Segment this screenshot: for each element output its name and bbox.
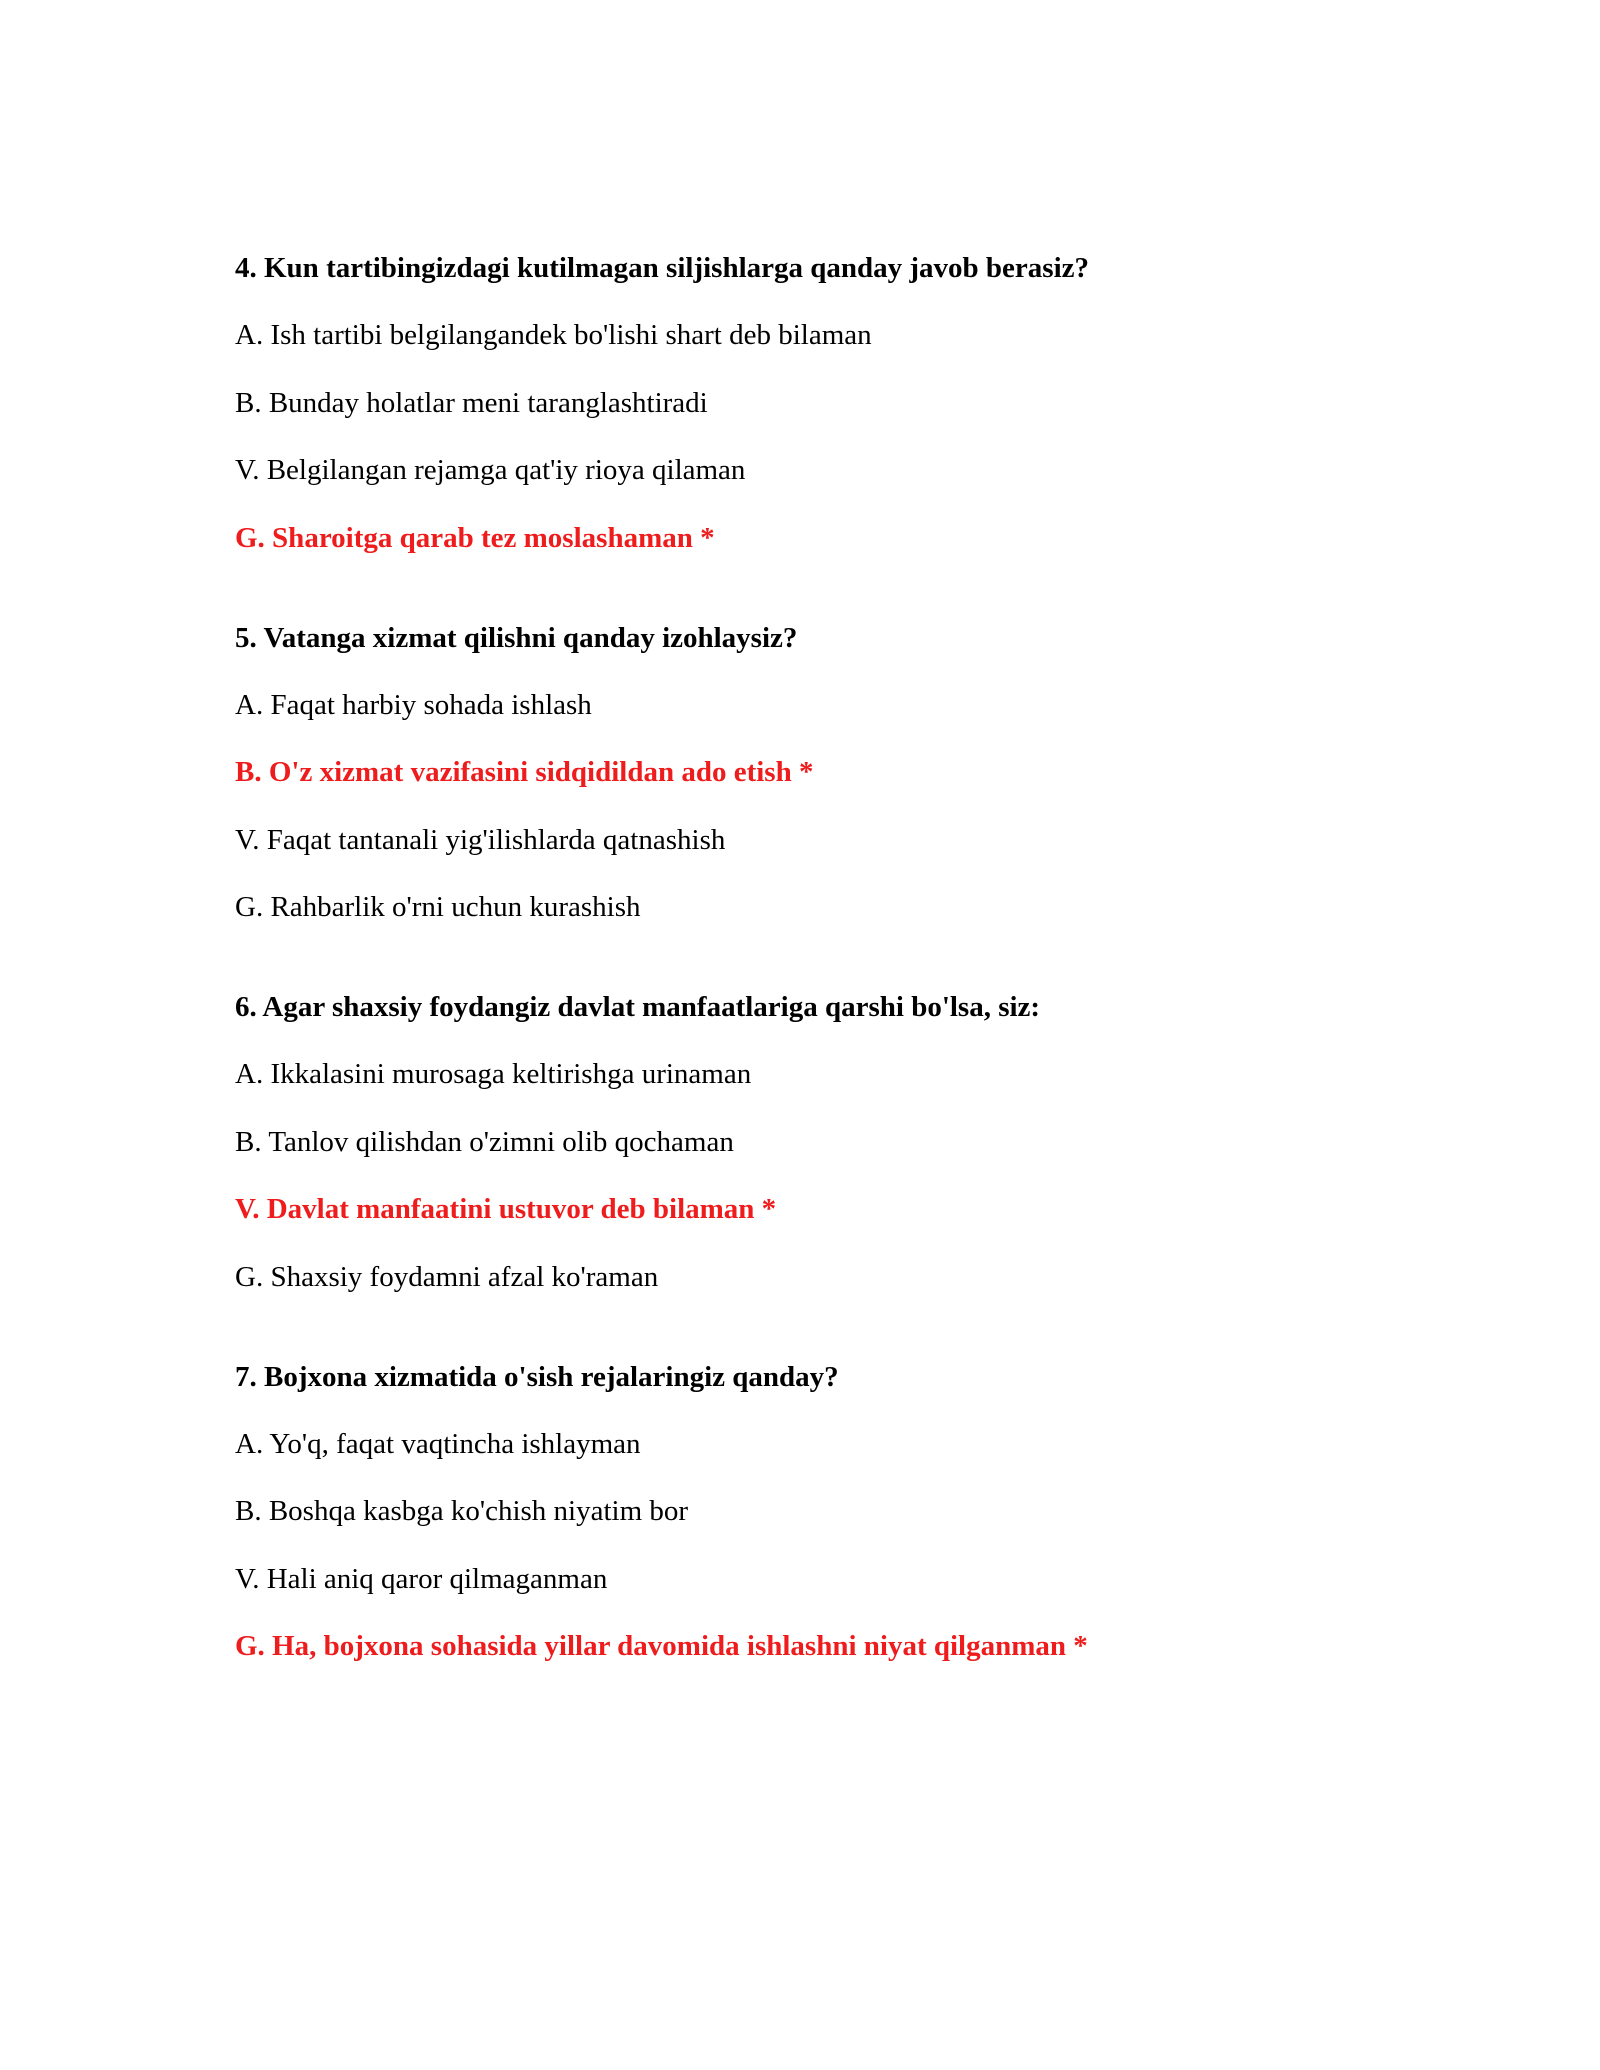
question-title: 5. Vatanga xizmat qilishni qanday izohlaysiz? <box>235 621 798 654</box>
answer-option: G. Rahbarlik o'rni uchun kurashish <box>235 891 641 923</box>
answer-option: G. Shaxsiy foydamni afzal ko'raman <box>235 1260 659 1293</box>
correct-answer-option: G. Sharoitga qarab tez moslashaman * <box>235 521 715 554</box>
question-block-5 <box>235 622 1435 925</box>
answer-option: A. Ish tartibi belgilangandek bo'lishi shart deb bilaman <box>235 319 872 351</box>
answer-option: B. Boshqa kasbga ko'chish niyatim bor <box>235 1495 689 1527</box>
question-block-4 <box>235 252 1435 555</box>
answer-option: A. Ikkalasini murosaga keltirishga urinaman <box>235 1058 752 1090</box>
answer-option: V. Hali aniq qaror qilmaganman <box>235 1562 608 1595</box>
question-title: 4. Kun tartibingizdagi kutilmagan siljishlarga qanday javob berasiz? <box>235 252 1090 284</box>
answer-option: B. Tanlov qilishdan o'zimni olib qochaman <box>235 1125 734 1158</box>
correct-answer-option: V. Davlat manfaatini ustuvor deb bilaman * <box>235 1193 777 1225</box>
answer-option: V. Belgilangan rejamga qat'iy rioya qilaman <box>235 454 746 486</box>
correct-answer-option: G. Ha, bojxona sohasida yillar davomida ishlashni niyat qilganman * <box>235 1630 1088 1662</box>
question-title: 6. Agar shaxsiy foydangiz davlat manfaatlariga qarshi bo'lsa, siz: <box>235 991 1041 1023</box>
correct-answer-option: B. O'z xizmat vazifasini sidqidildan ado etish * <box>235 756 814 788</box>
questions-container <box>235 252 1435 1663</box>
question-block-7 <box>235 1361 1435 1664</box>
answer-option: A. Faqat harbiy sohada ishlash <box>235 688 592 721</box>
answer-option: V. Faqat tantanali yig'ilishlarda qatnashish <box>235 823 726 856</box>
question-title: 7. Bojxona xizmatida o'sish rejalaringiz qanday? <box>235 1360 839 1393</box>
question-block-6 <box>235 991 1435 1294</box>
answer-option: B. Bunday holatlar meni taranglashtiradi <box>235 386 708 419</box>
answer-option: A. Yo'q, faqat vaqtincha ishlayman <box>235 1427 641 1460</box>
